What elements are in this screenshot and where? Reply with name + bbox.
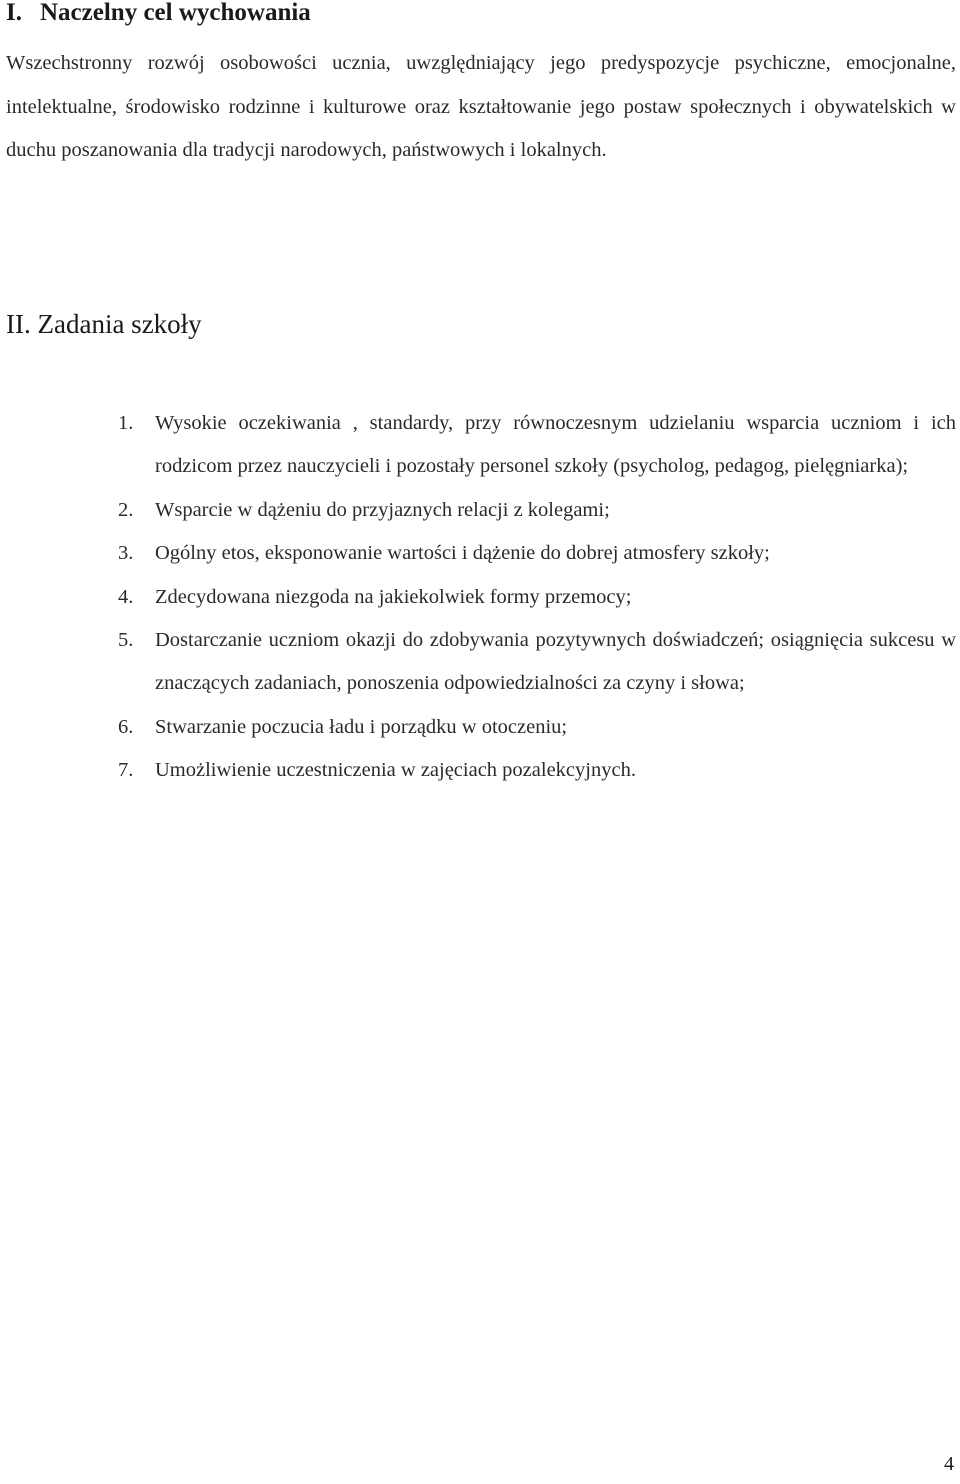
section-title: Zadania szkoły (37, 309, 202, 339)
list-item (0, 402, 960, 489)
section-title: Naczelny cel wychowania (40, 0, 311, 26)
list-item (0, 706, 960, 749)
section-number: I. (6, 0, 22, 26)
section-heading-tasks (6, 309, 202, 339)
list-item-text: Wsparcie w dążeniu do przyjaznych relacji z kolegami; (155, 498, 610, 521)
list-item (0, 532, 960, 575)
list-item-number: 5. (118, 629, 134, 652)
list-item-number: 1. (118, 412, 134, 434)
list-item (0, 489, 960, 532)
list-item-text: Ogólny etos, eksponowanie wartości i dążenie do dobrej atmosfery szkoły; (155, 542, 770, 565)
list-item-text: Dostarczanie uczniom okazji do zdobywania pozytywnych doświadczeń; osiągnięcia sukcesu w znaczących zadaniach, ponoszenia odpowiedzialności za czyny i słowa; (155, 629, 956, 695)
list-item-number: 6. (118, 715, 134, 738)
list-item-text: Zdecydowana niezgoda na jakiekolwiek formy przemocy; (155, 585, 632, 608)
list-item-number: 7. (118, 759, 134, 782)
list-item-number: 2. (118, 498, 134, 521)
task-list (0, 402, 960, 793)
section-heading-goal (6, 0, 311, 28)
section-number: II. (6, 309, 31, 339)
list-item-text: Wysokie oczekiwania , standardy, przy równoczesnym udzielaniu wsparcia uczniom i ich rodzicom przez nauczycieli i pozostały personel szkoły (psycholog, pedagog, pielęgniarka); (155, 412, 956, 478)
list-item (0, 619, 960, 706)
list-item (0, 576, 960, 619)
list-item (0, 749, 960, 792)
page-number: 4 (944, 1453, 954, 1475)
list-item-number: 4. (118, 585, 134, 608)
goal-paragraph: Wszechstronny rozwój osobowości ucznia, uwzględniający jego predyspozycje psychiczne, emocjonalne, intelektualne, środowisko rodzinne i kulturowe oraz kształtowanie jego postaw społecznych i obywatelskich w duchu poszanowania dla tradycji narodowych, państwowych i lokalnych. (6, 52, 956, 161)
list-item-text: Umożliwienie uczestniczenia w zajęciach pozalekcyjnych. (155, 759, 636, 782)
list-item-number: 3. (118, 542, 134, 565)
list-item-text: Stwarzanie poczucia ładu i porządku w otoczeniu; (155, 715, 568, 738)
